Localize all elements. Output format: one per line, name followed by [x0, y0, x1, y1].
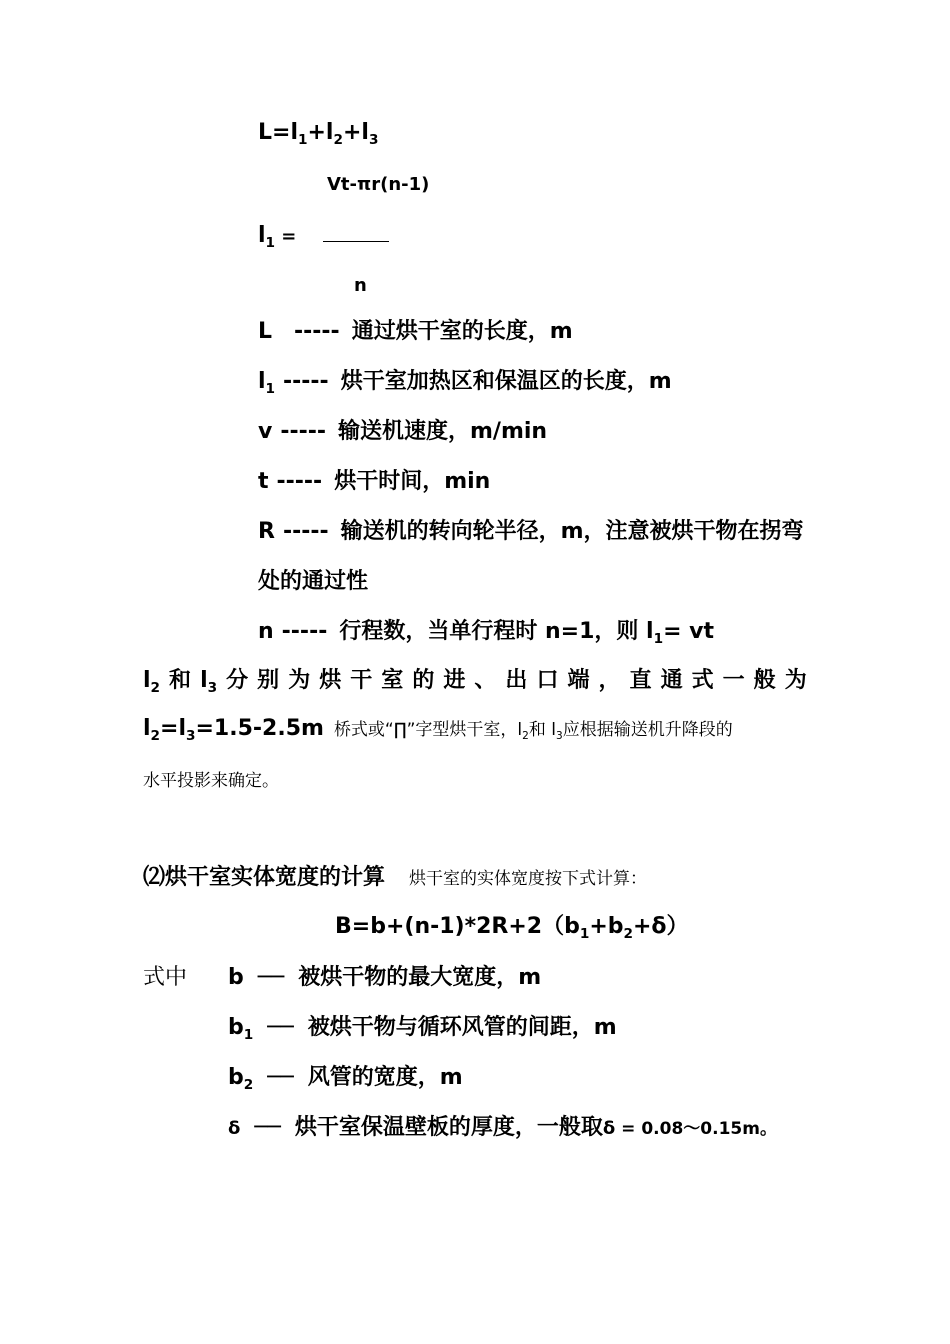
def-l1-dash: -----	[283, 369, 329, 394]
para-token: 分	[226, 668, 249, 693]
width-def-delta-tail: = 0.08～0.15m。	[615, 1119, 777, 1139]
width-def-b-text: 被烘干物的最大宽度，m	[298, 965, 542, 990]
formula-B-part1: B=b+(n-1)*2R+2（b	[335, 914, 580, 939]
para-token: 一	[722, 668, 745, 693]
section2-intro: 烘干室的实体宽度按下式计算：	[409, 869, 648, 889]
width-def-b2-sub: 2	[243, 1076, 254, 1093]
fraction-bar	[323, 233, 389, 249]
def-n-sub: 1	[653, 630, 664, 647]
para-token: 为	[784, 668, 807, 693]
para-token: 干	[350, 668, 373, 693]
def-R-text: 输送机的转向轮半径，m，注意被烘干物在拐弯	[340, 519, 804, 544]
formula-B	[335, 914, 689, 942]
width-def-b2	[228, 1065, 463, 1093]
para-token-l2: $l_2$	[143, 668, 161, 696]
para-token: 通	[660, 668, 683, 693]
def-R	[258, 521, 804, 543]
formula-l1-denominator: n	[354, 275, 367, 296]
def-l1-sym: l	[258, 369, 266, 394]
width-def-delta-dash: ──	[254, 1115, 281, 1140]
formula-B-part3: +δ）	[633, 914, 689, 939]
formula-L-sub1: 1	[298, 131, 308, 148]
para-token: 进	[443, 668, 466, 693]
para-token: 般	[753, 668, 776, 693]
width-def-b1-sym: b	[228, 1015, 244, 1040]
para-token: 、	[474, 668, 497, 693]
formula-l1	[258, 223, 297, 251]
para-token: 口	[536, 668, 559, 693]
width-def-delta-text: 烘干室保温壁板的厚度，一般取	[294, 1115, 603, 1140]
para-token: 式	[691, 668, 714, 693]
width-def-b-sym: b	[228, 965, 244, 990]
para-l2l3-line1	[143, 668, 807, 696]
formula-L-sub3: 3	[368, 131, 379, 148]
width-def-b1	[228, 1015, 617, 1043]
para-token: 直	[629, 668, 652, 693]
para-line2-formula: $l_2=l_3=1.5-2.5m$	[143, 716, 324, 744]
formula-B-sub1: 1	[579, 925, 590, 942]
width-def-b	[228, 967, 541, 989]
def-n-dash: -----	[281, 619, 328, 644]
width-def-delta-sym2: δ	[602, 1118, 616, 1139]
section2-heading: ⑵烘干室实体宽度的计算	[143, 865, 386, 890]
para-token: 端	[567, 668, 590, 693]
formula-L-plus2: +l	[342, 120, 369, 145]
width-def-b2-text: 风管的宽度，m	[307, 1065, 463, 1090]
def-R-sym: R	[258, 519, 275, 544]
def-n-text: 行程数，当单行程时 n=1，则 l	[339, 619, 654, 644]
para-token: 出	[505, 668, 528, 693]
formula-L-lhs: L=l	[258, 120, 298, 145]
def-l1-text: 烘干室加热区和保温区的长度，m	[340, 369, 672, 394]
para-token: 烘	[319, 668, 342, 693]
para-token: ，	[598, 668, 621, 693]
width-def-b-dash: ──	[257, 965, 285, 990]
def-n-tail: = vt	[663, 619, 715, 644]
def-v	[258, 421, 547, 443]
def-L-dash: -----	[294, 319, 340, 344]
formula-l1-lhs-sub: 1	[265, 234, 276, 251]
def-R-dash: -----	[282, 519, 329, 544]
width-def-b2-dash: ──	[267, 1065, 294, 1090]
def-n	[258, 619, 715, 647]
formula-L	[258, 120, 379, 148]
def-t-sym: t	[258, 469, 269, 494]
def-t-text: 烘干时间，min	[334, 469, 491, 494]
formula-l1-numerator: Vt-πr(n-1)	[327, 174, 430, 195]
para-token: 别	[257, 668, 280, 693]
formula-l1-lhs: l	[258, 223, 266, 248]
def-v-sym: v	[258, 419, 273, 444]
def-L-sym: L	[258, 319, 273, 344]
formula-l1-eq: =	[275, 226, 297, 247]
formula-L-plus1: +l	[307, 120, 334, 145]
def-l1-sub: 1	[265, 380, 276, 397]
para-l2l3-line3: 水平投影来确定。	[143, 771, 279, 791]
def-t	[258, 471, 490, 493]
width-def-b1-dash: ──	[267, 1015, 294, 1040]
width-def-delta	[228, 1117, 777, 1139]
para-token: 为	[288, 668, 311, 693]
def-L	[258, 321, 573, 343]
def-n-sym: n	[258, 619, 274, 644]
formula-B-part2: +b	[589, 914, 624, 939]
para-line2-text: 桥式或“∏”字型烘干室，$l_2$和 $l_3$应根据输送机升降段的	[333, 720, 733, 742]
def-v-dash: -----	[280, 419, 326, 444]
para-token-l3: $l_3$	[200, 668, 218, 696]
width-def-delta-sym: δ	[228, 1118, 241, 1139]
def-R-cont: 处的通过性	[258, 569, 369, 594]
width-def-b1-sub: 1	[243, 1026, 254, 1043]
width-def-b1-text: 被烘干物与循环风管的间距，m	[307, 1015, 617, 1040]
section2-heading-line	[143, 867, 647, 889]
para-l2l3-line2	[143, 716, 733, 744]
width-def-b2-sym: b	[228, 1065, 244, 1090]
para-token: 室	[381, 668, 404, 693]
formula-L-sub2: 2	[333, 131, 343, 148]
para-token: 和	[169, 668, 192, 693]
def-L-text: 通过烘干室的长度，m	[351, 319, 573, 344]
def-l1	[258, 369, 672, 397]
def-t-dash: -----	[276, 469, 323, 494]
width-defs-lead: 式中	[143, 965, 188, 990]
para-token: 的	[412, 668, 435, 693]
def-v-text: 输送机速度，m/min	[338, 419, 548, 444]
formula-B-sub2: 2	[623, 925, 633, 942]
